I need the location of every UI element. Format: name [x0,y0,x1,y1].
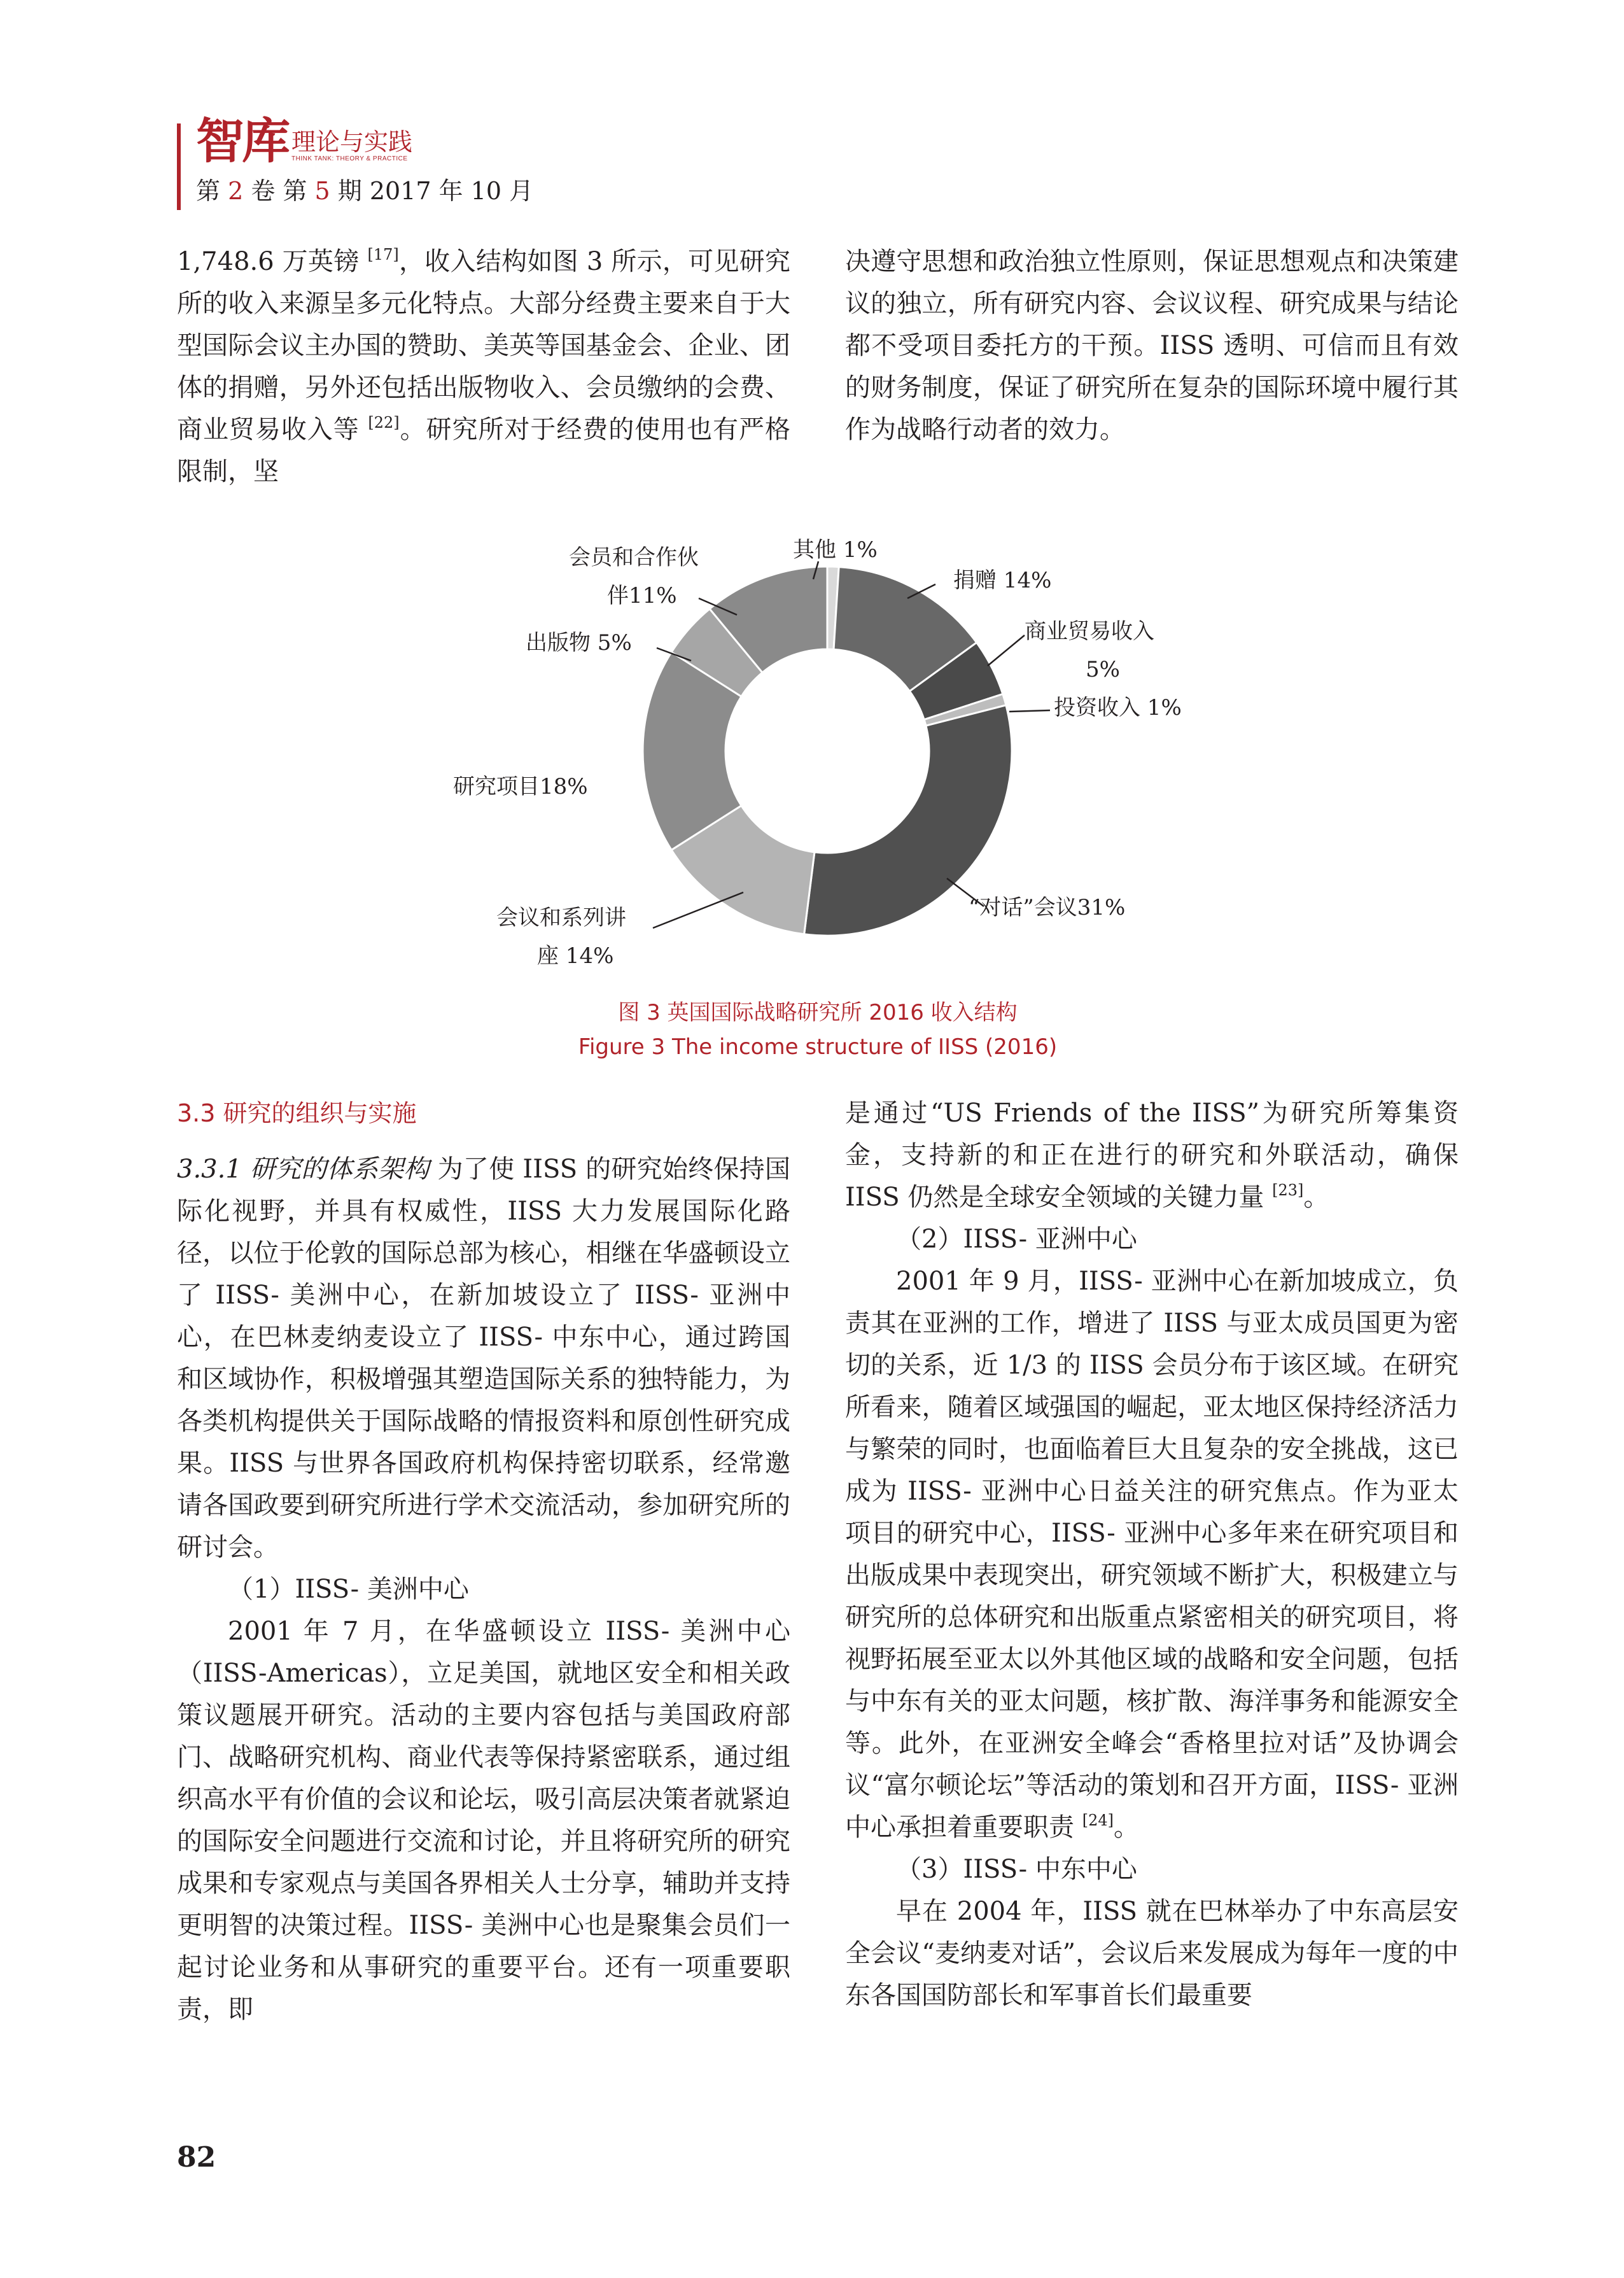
paragraph: 决遵守思想和政治独立性原则，保证思想观点和决策建议的独立，所有研究内容、会议议程、研究成果与结论都不受项目委托方的干预。IISS 透明、可信而且有效的财务制度，保证了研究所在复杂的国际环境中履行其作为战略行动者的效力。 [845,247,1459,444]
issue-number: 5 [314,177,330,205]
subheading-asia: （2）IISS- 亚洲中心 [896,1225,1137,1254]
paragraph: 1,748.6 万英镑 [17]，收入结构如图 3 所示，可见研究所的收入来源呈多元化特点。大部分经费主要来自于大型国际会议主办国的赞助、美英等国基金会、企业、团体的捐赠，另外还包括出版物收入、会员缴纳的会费、商业贸易收入等 [22]。研究所对于经费的使用也有严格限制，坚 [177,246,790,486]
citation: [23] [1272,1181,1304,1199]
subheading-americas: （1）IISS- 美洲中心 [228,1575,469,1604]
figure-caption-en: Figure 3 The income structure of IISS (2016) [578,1034,1058,1060]
header-accent-bar [177,123,181,210]
citation: [24] [1082,1811,1114,1829]
label-invest: 投资收入 1% [1054,695,1182,721]
text-column-right-bottom [845,1092,1459,2016]
subheading-middle-east: （3）IISS- 中东中心 [896,1855,1137,1884]
label-publications: 出版物 5% [526,630,632,656]
leader-line-3 [988,635,1025,666]
label-research: 研究项目18% [453,774,588,799]
section-heading: 3.3 研究的组织与实施 [177,1099,417,1127]
leader-line-6 [653,892,743,928]
label-trade-line2: 5% [1086,657,1120,682]
paragraph: 3.3.1 研究的体系架构 为了使 IISS 的研究始终保持国际化视野，并具有权威性，IISS 大力发展国际化路径，以位于伦敦的国际总部为核心，相继在华盛顿设立了 IISS- 美洲中心，在新加坡设立了 IISS- 亚洲中心，在巴林麦纳麦设立了 IISS- 中东中心，通过跨国和区域协作，积极增强其塑造国际关系的独特能力，为各类机构提供关于国际战略的情报资料和原创性研究成果。IISS 与世界各国政府机构保持密切联系，经常邀请各国政要到研究所进行学术交流活动，参加研究所的研讨会。 [177,1155,790,1562]
paragraph: 2001 年 9 月，IISS- 亚洲中心在新加坡成立，负责其在亚洲的工作，增进了 IISS 与亚太成员国更为密切的关系，近 1/3 的 IISS 会员分布于该区域。在研究所看来，随着区域强国的崛起，亚太地区保持经济活力与繁荣的同时，也面临着巨大且复杂的安全挑战，这已成为 IISS- 亚洲中心日益关注的研究焦点。作为亚太项目的研究中心，IISS- 亚洲中心多年来在研究项目和出版成果中表现突出，研究领域不断扩大，积极建立与研究所的总体研究和出版重点紧密相关的研究项目，将视野拓展至亚太以外其他区域的战略和安全问题，包括与中东有关的亚太问题，核扩散、海洋事务和能源安全等。此外，在亚洲安全峰会“香格里拉对话”及协调会议“富尔顿论坛”等活动的策划和召开方面，IISS- 亚洲中心承担着重要职责 [24]。 [845,1267,1459,1842]
label-conference-line2: 座 14% [537,943,614,965]
paragraph: 早在 2004 年，IISS 就在巴林举办了中东高层安全会议“麦纳麦对话”，会议后来发展成为每年一度的中东各国国防部长和军事首长们最重要 [845,1897,1459,2010]
label-donation: 捐赠 14% [953,568,1052,593]
citation: [22] [368,414,400,432]
paragraph: 是通过“US Friends of the IISS”为研究所筹集资金，支持新的和正在进行的研究和外联活动，确保 IISS 仍然是全球安全领域的关键力量 [23]。 [845,1099,1459,1212]
text-column-left-bottom [177,1092,790,2030]
journal-brand [196,113,413,169]
label-dialogue: “对话”会议31% [969,895,1126,920]
income-donut-chart [433,535,1196,967]
brand-logo-text: 智库 [196,113,288,169]
brand-english: THINK TANK: THEORY & PRACTICE [291,155,408,162]
label-trade-line1: 商业贸易收入 [1025,619,1154,644]
volume-number: 2 [228,177,244,205]
label-other: 其他 1% [793,537,878,563]
page-number: 82 [177,2141,216,2174]
text-column-right-top [845,241,1459,451]
issue-info: 第 2 卷 第 5 期 2017 年 10 月 [196,177,534,205]
label-conference-line1: 会议和系列讲 [496,905,626,931]
paragraph: 2001 年 7 月，在华盛顿设立 IISS- 美洲中心（IISS-Americas），立足美国，就地区安全和相关政策议题展开研究。活动的主要内容包括与美国政府部门、战略研究机构、商业代表等保持紧密联系，通过组织高水平有价值的会议和论坛，吸引高层决策者就紧迫的国际安全问题进行交流和讨论，并且将研究所的研究成果和专家观点与美国各界相关人士分享，辅助并支持更明智的决策过程。IISS- 美洲中心也是聚集会员们一起讨论业务和从事研究的重要平台。还有一项重要职责，即 [177,1617,790,2024]
label-members-line2: 伴11% [607,583,677,608]
figure-caption-zh: 图 3 英国国际战略研究所 2016 收入结构 [618,1000,1018,1025]
brand-subtitle: 理论与实践 [291,128,413,156]
text-column-left-top [177,241,790,493]
label-members-line1: 会员和合作伙 [569,545,699,570]
citation: [17] [367,246,399,264]
journal-header [177,113,1462,218]
subsection-heading: 3.3.1 研究的体系架构 [177,1155,430,1184]
leader-line-4 [1009,710,1050,712]
